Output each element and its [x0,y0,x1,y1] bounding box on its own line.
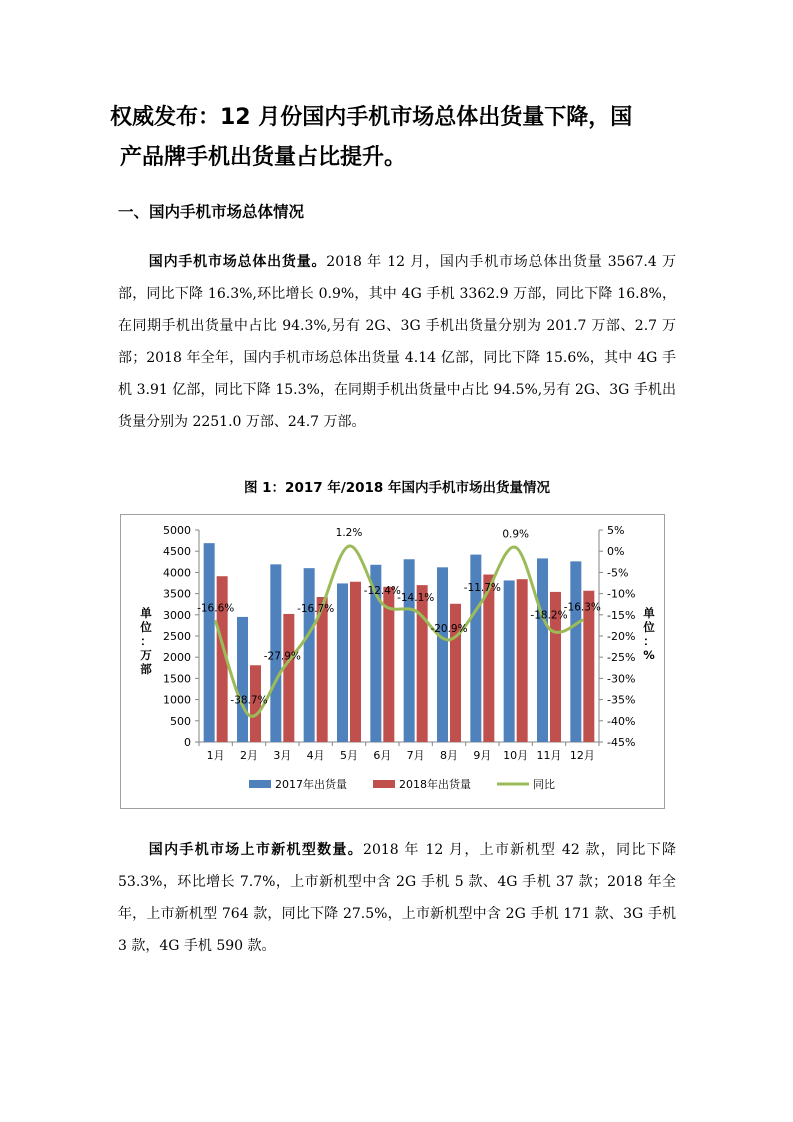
y-left-tick-label: 4000 [163,566,191,580]
x-tick-label: 12月 [569,749,595,762]
y-right-tick-label: -25% [607,651,636,665]
bar-2018 [583,591,594,742]
y-left-tick-label: 5000 [163,524,191,537]
yoy-data-label: -38.7% [230,694,268,707]
y-right-tick-label: -30% [607,672,636,686]
yoy-data-label: 0.9% [502,528,530,541]
y-left-tick-label: 1000 [163,693,191,707]
y-left-tick-label: 2000 [163,651,191,665]
y-right-tick-label: 0% [607,545,625,559]
y-right-tick-label: 5% [607,524,625,537]
y-left-tick-label: 2500 [163,630,191,643]
bar-2017 [337,583,348,742]
y-left-axis-title: 单 [140,606,152,620]
bar-2017 [537,558,548,742]
legend-label-2017: 2017年出货量 [275,778,347,791]
legend-label-2018: 2018年出货量 [399,778,471,791]
title-line-1: 权威发布：12 月份国内手机市场总体出货量下降，国 [110,105,633,130]
yoy-point [581,619,584,622]
y-left-tick-label: 3000 [163,608,191,622]
bar-2018 [417,585,428,742]
bar-2017 [237,617,248,742]
chart-canvas [121,515,664,808]
yoy-data-label: -12.4% [363,584,401,597]
yoy-point [414,609,417,612]
bar-2017 [204,543,215,742]
x-tick-label: 3月 [273,749,292,762]
y-right-tick-label: -20% [607,630,636,643]
yoy-point [514,546,517,549]
paragraph-body: 2018 年 12 月，上市新机型 42 款，同比下降 53.3%，环比增长 7.7%，上市新机型中含 2G 手机 5 款、4G 手机 37 款；2018 年全年，上市新机型 764 款，同比下降 27.5%，上市新机型中含 2G 手机 171 款、3G 手机 3 款，4G 手机 590 款。 [118,842,677,954]
y-left-tick-label: 0 [184,736,191,749]
title-line-2: 产品牌手机出货量占比提升。 [120,145,407,170]
y-right-tick-label: -35% [607,693,636,707]
y-right-tick-label: -15% [607,608,636,622]
yoy-data-label: -18.2% [530,609,568,622]
shipment-chart [120,514,665,809]
y-left-tick-label: 3500 [163,587,191,601]
page-title [110,98,690,178]
bar-2017 [404,559,415,742]
bar-2017 [570,561,581,742]
x-tick-label: 10月 [503,749,529,762]
y-right-tick-label: -5% [607,566,629,580]
y-left-tick-label: 4500 [163,545,191,559]
x-tick-label: 2月 [240,749,258,762]
yoy-point [381,602,384,605]
yoy-point [548,627,551,630]
x-tick-label: 4月 [306,749,325,762]
y-right-axis-title: ： [643,634,655,648]
paragraph-body: 2018 年 12 月，国内手机市场总体出货量 3567.4 万部，同比下降 16.3%,环比增长 0.9%，其中 4G 手机 3362.9 万部，同比下降 16.8%，在同期手机出货量中占比 94.3%,另有 2G、3G 手机出货量分别为 201.7 万部、2.7 万部；2018 年全年，国内手机市场总体出货量 4.14 亿部，同比下降 15.6%，其中 4G 手机 3.91 亿部，同比下降 15.3%，在同期手机出货量中占比 94.5%,另有 2G、3G 手机出货量分别为 2251.0 万部、24.7 万部。 [118,254,677,430]
y-left-axis-title: 部 [140,662,152,676]
x-tick-label: 8月 [440,749,458,762]
y-right-tick-label: -45% [607,736,636,749]
x-tick-label: 5月 [340,749,358,762]
bar-2018 [283,614,294,742]
bar-2017 [437,567,448,742]
bar-2018 [483,575,494,742]
y-left-axis-title: ： [140,634,152,648]
paragraph-new-models [118,834,676,962]
paragraph-lead: 国内手机市场上市新机型数量。 [148,842,364,858]
legend-label-yoy: 同比 [533,778,555,791]
legend-swatch-2017 [249,780,271,788]
x-tick-label: 11月 [536,749,562,762]
yoy-point [348,545,351,548]
y-left-tick-label: 1500 [163,672,191,686]
x-tick-label: 9月 [473,749,492,762]
yoy-point [281,668,284,671]
bar-2017 [504,580,515,742]
figure-caption: 图 1：2017 年/2018 年国内手机市场出货量情况 [243,480,551,496]
y-right-tick-label: -40% [607,714,636,728]
section-heading: 一、国内手机市场总体情况 [118,203,305,221]
x-tick-label: 6月 [373,749,392,762]
yoy-data-label: -27.9% [263,650,301,663]
yoy-data-label: -11.7% [463,581,501,594]
yoy-point [481,599,484,602]
y-left-axis-title: 位 [140,620,152,634]
yoy-data-label: 1.2% [335,527,363,540]
legend-swatch-2018 [373,780,395,788]
y-right-tick-label: -10% [607,587,636,601]
x-tick-label: 1月 [206,749,225,762]
bar-2018 [517,579,528,742]
yoy-point [248,714,251,717]
y-right-axis-title: % [643,648,655,662]
y-right-axis-title: 位 [643,620,655,634]
bar-2017 [304,568,315,742]
yoy-data-label: -16.7% [297,603,335,616]
bar-2018 [350,582,361,742]
yoy-point [214,620,217,623]
yoy-point [314,621,317,624]
y-right-axis-title: 单 [643,606,655,620]
yoy-data-label: -16.6% [197,602,235,615]
yoy-data-label: -16.3% [563,601,601,614]
yoy-data-label: -14.1% [397,591,435,604]
y-left-axis-title: 万 [140,648,152,662]
yoy-data-label: -20.9% [430,622,468,635]
paragraph-shipments [118,246,676,438]
paragraph-lead: 国内手机市场总体出货量。 [148,254,327,270]
y-left-tick-label: 500 [170,714,191,728]
yoy-point [448,638,451,641]
x-tick-label: 7月 [406,749,425,762]
